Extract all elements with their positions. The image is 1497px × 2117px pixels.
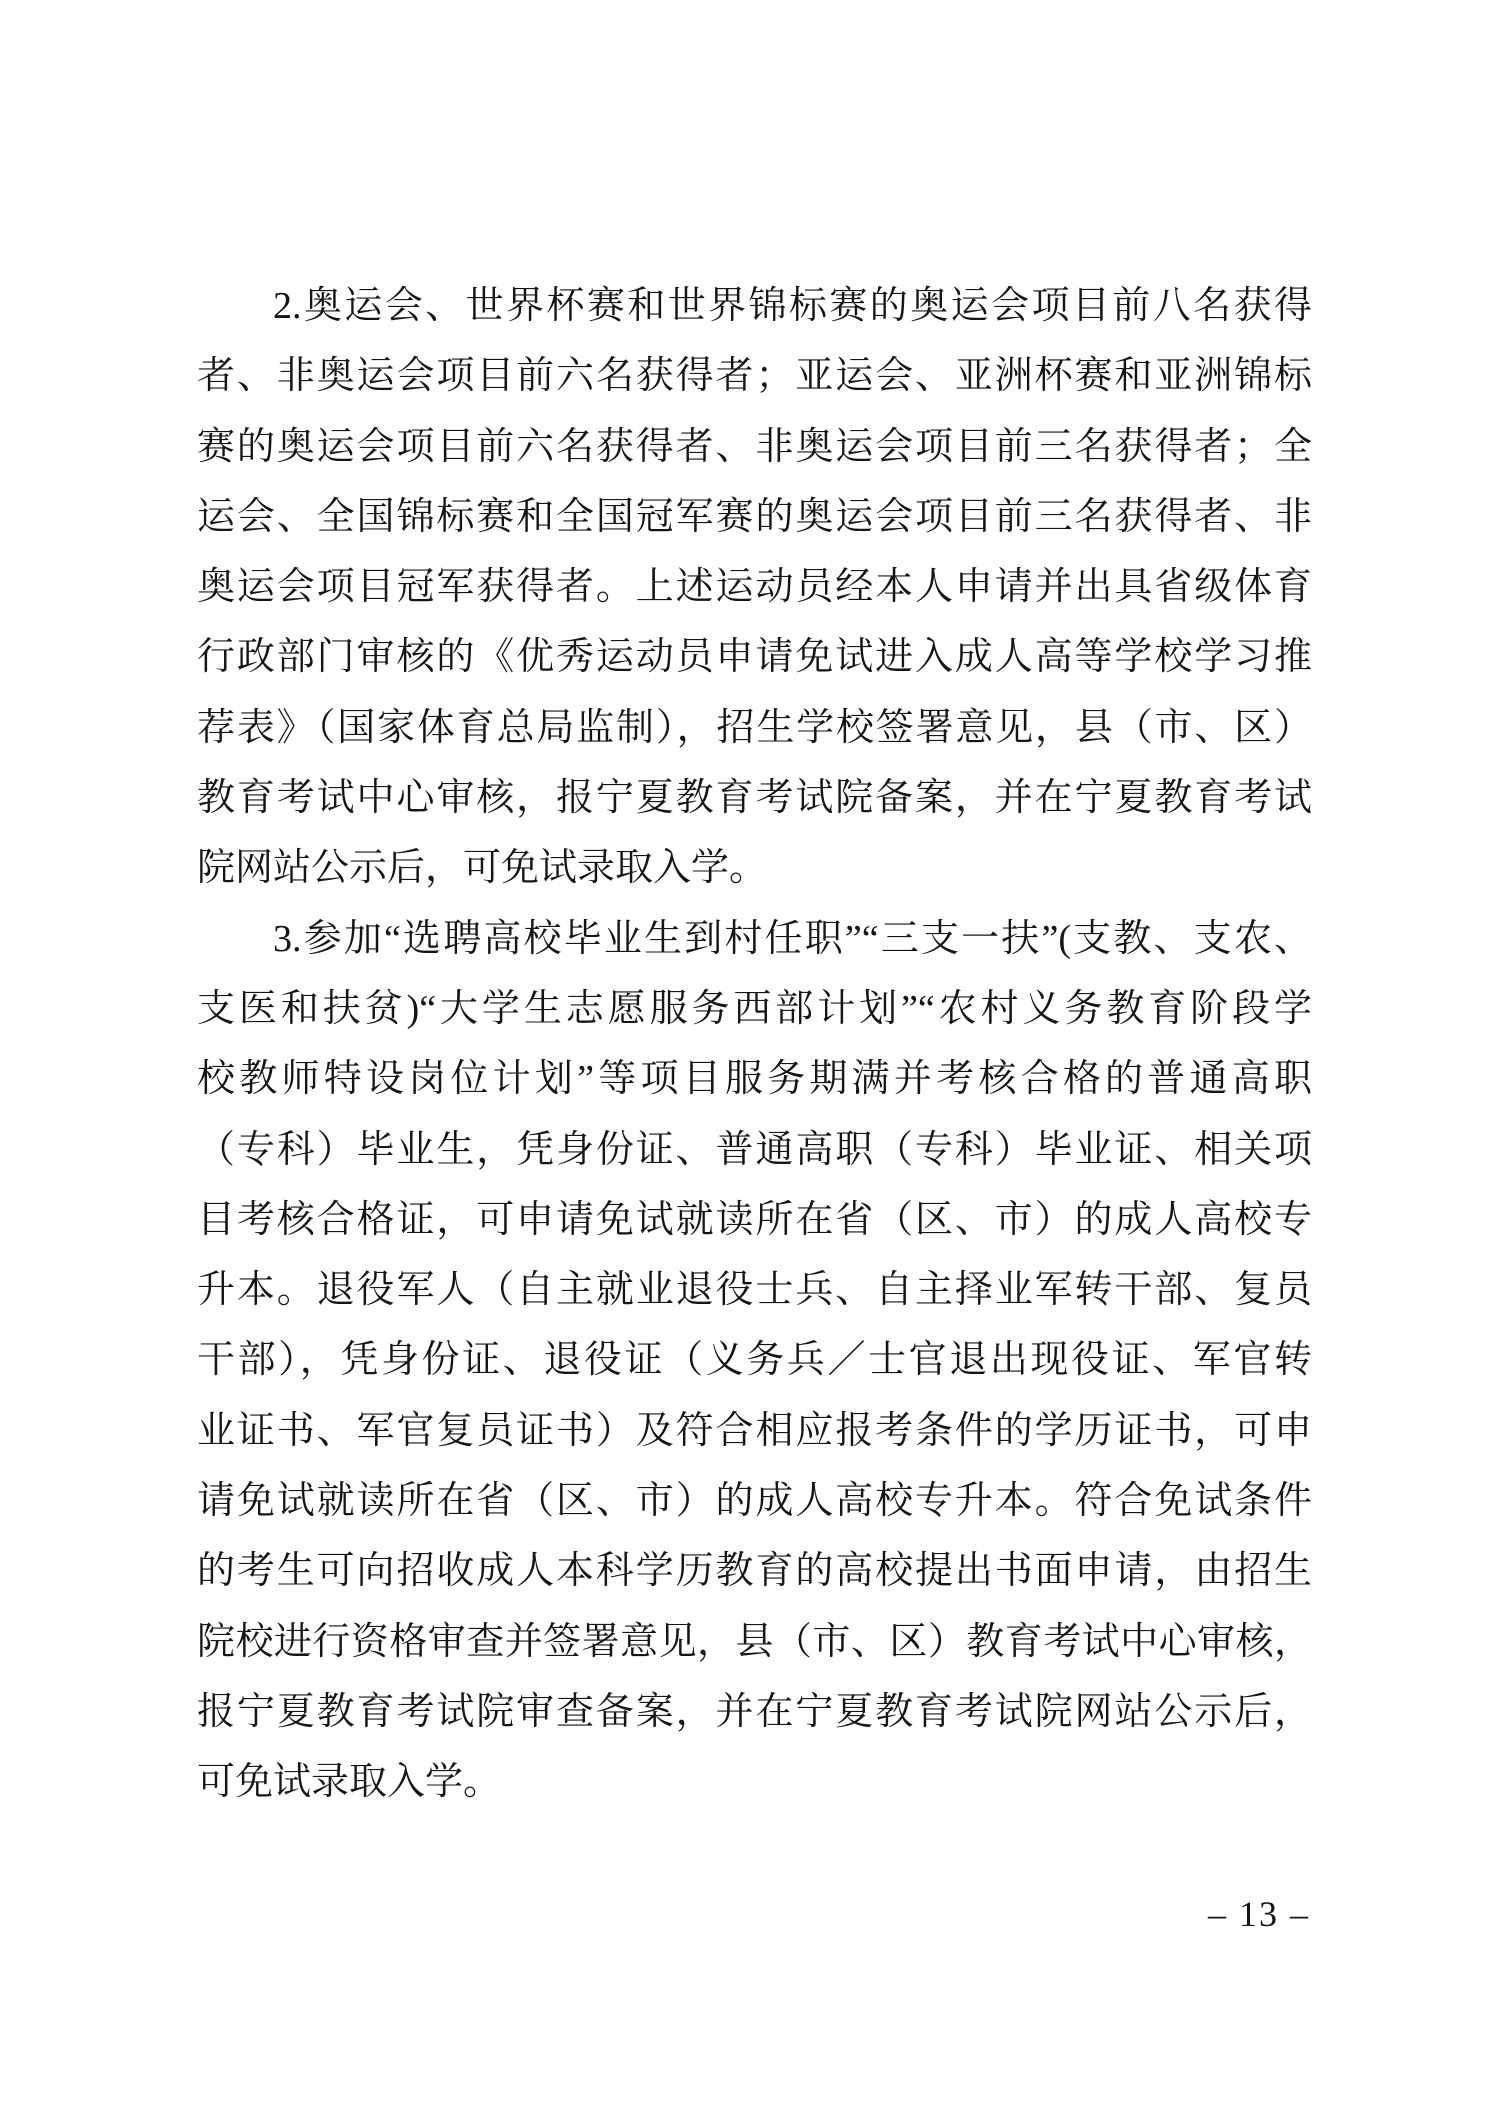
text-line: 运会、全国锦标赛和全国冠军赛的奥运会项目前三名获得者、非 [197,495,1312,538]
text-line: 行政部门审核的《优秀运动员申请免试进入成人高等学校学习推 [197,636,1312,679]
text-line: 院校进行资格审查并签署意见，县（市、区）教育考试中心审核， [197,1620,1312,1663]
text-line: 业证书、军官复员证书）及符合相应报考条件的学历证书，可申 [197,1409,1312,1452]
text-line: 院网站公示后，可免试录取入学。 [197,847,768,890]
text-line: 荐表》（国家体育总局监制），招生学校签署意见，县（市、区） [197,706,1312,749]
text-line: 支医和扶贫)“大学生志愿服务西部计划”“农村义务教育阶段学 [197,987,1312,1030]
text-line: 请免试就读所在省（区、市）的成人高校专升本。符合免试条件 [197,1480,1312,1523]
text-line: 奥运会项目冠军获得者。上述运动员经本人申请并出具省级体育 [197,566,1312,609]
text-line: 教育考试中心审核，报宁夏教育考试院备案，并在宁夏教育考试 [197,777,1312,820]
text-line: 报宁夏教育考试院审查备案，并在宁夏教育考试院网站公示后， [197,1690,1312,1733]
paragraph [197,271,1312,904]
text-line: 可免试录取入学。 [197,1761,502,1804]
text-line: 干部），凭身份证、退役证（义务兵／士官退出现役证、军官转 [197,1339,1312,1382]
text-line: （专科）毕业生，凭身份证、普通高职（专科）毕业证、相关项 [197,1128,1312,1171]
page-number: – 13 – [1208,1894,1310,1934]
text-line: 3.参加“选聘高校毕业生到村任职”“三支一扶”(支教、支农、 [273,917,1312,960]
text-line: 赛的奥运会项目前六名获得者、非奥运会项目前三名获得者；全 [197,425,1312,468]
page-footer [1208,1892,1310,1936]
paragraph [197,904,1312,1818]
document-body [197,271,1312,1818]
text-line: 升本。退役军人（自主就业退役士兵、自主择业军转干部、复员 [197,1269,1312,1312]
text-line: 校教师特设岗位计划”等项目服务期满并考核合格的普通高职 [197,1058,1312,1101]
text-line: 的考生可向招收成人本科学历教育的高校提出书面申请，由招生 [197,1550,1312,1593]
text-line: 2.奥运会、世界杯赛和世界锦标赛的奥运会项目前八名获得 [273,285,1312,327]
text-line: 目考核合格证，可申请免试就读所在省（区、市）的成人高校专 [197,1198,1312,1241]
text-line: 者、非奥运会项目前六名获得者；亚运会、亚洲杯赛和亚洲锦标 [197,355,1312,398]
